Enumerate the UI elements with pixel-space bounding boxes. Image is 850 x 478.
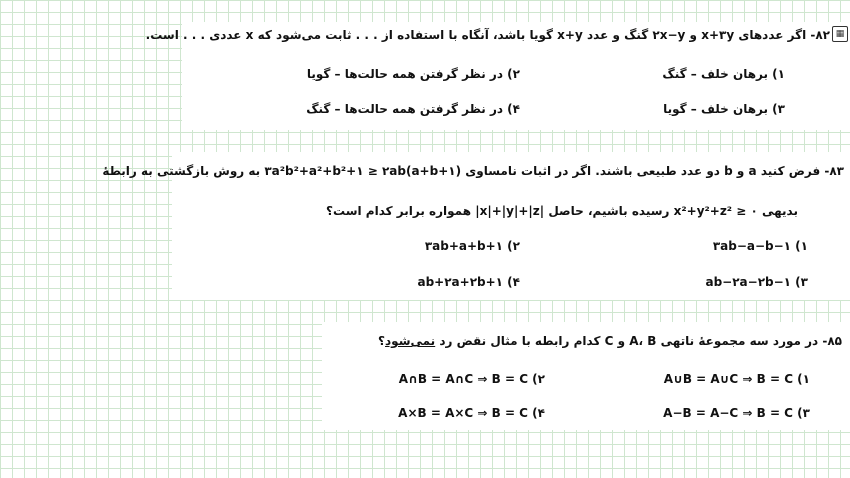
question-85-text-underlined: نمی‌شود xyxy=(385,334,436,348)
q83-option-4[interactable]: ۴) ab+۲a+۲b+۱ xyxy=(417,275,520,289)
q85-option-4[interactable]: ۴) A×B = A×C ⇒ B = C xyxy=(398,406,545,420)
question-82-card xyxy=(145,22,850,130)
q85-option-1[interactable]: ۱) A∪B = A∪C ⇒ B = C xyxy=(663,372,810,386)
question-marker-icon: ▦ xyxy=(832,26,848,42)
question-83-line-1: ۸۳- فرض کنید a و b دو عدد طبیعی باشند. اگر در اثبات نامساوی ۳a²b²+a²+b²+۱ ≥ ۲ab(a+b+۱) به روش بازگشتی به رابطهٔ xyxy=(102,164,844,178)
question-83-line-2: بدیهی x²+y²+z² ≥ ۰ رسیده باشیم، حاصل |x|+|y|+|z| همواره برابر کدام است؟ xyxy=(326,204,798,218)
q85-option-3[interactable]: ۳) A−B = A−C ⇒ B = C xyxy=(663,406,810,420)
q82-option-2[interactable]: ۲) در نظر گرفتن همه حالت‌ها – گویا xyxy=(306,67,520,81)
q82-option-4[interactable]: ۴) در نظر گرفتن همه حالت‌ها – گنگ xyxy=(306,102,520,116)
question-83-card xyxy=(102,152,850,300)
q85-option-2[interactable]: ۲) A∩B = A∩C ⇒ B = C xyxy=(398,372,545,386)
q82-option-1[interactable]: ۱) برهان خلف – گنگ xyxy=(662,67,785,81)
question-85-text xyxy=(378,334,842,348)
question-85-text-end: ؟ xyxy=(378,334,386,348)
question-82-text: ۸۲- اگر عددهای x+۳y و ۲x−y گنگ و عدد x+y گویا باشد، آنگاه با استفاده از . . . ثابت می‌شود که x عددی . . . است. xyxy=(145,28,830,42)
q83-option-2[interactable]: ۲) ۳ab+a+b+۱ xyxy=(424,239,520,253)
q82-option-3[interactable]: ۳) برهان خلف – گویا xyxy=(663,102,785,116)
q83-option-1[interactable]: ۱) ۳ab−a−b−۱ xyxy=(712,239,808,253)
question-85-text-main: ۸۵- در مورد سه مجموعهٔ ناتهی A، B و C کدام رابطه با مثال نقض رد xyxy=(435,334,842,348)
q83-option-3[interactable]: ۳) ab−۲a−۲b−۱ xyxy=(705,275,808,289)
question-85-card xyxy=(322,322,850,430)
